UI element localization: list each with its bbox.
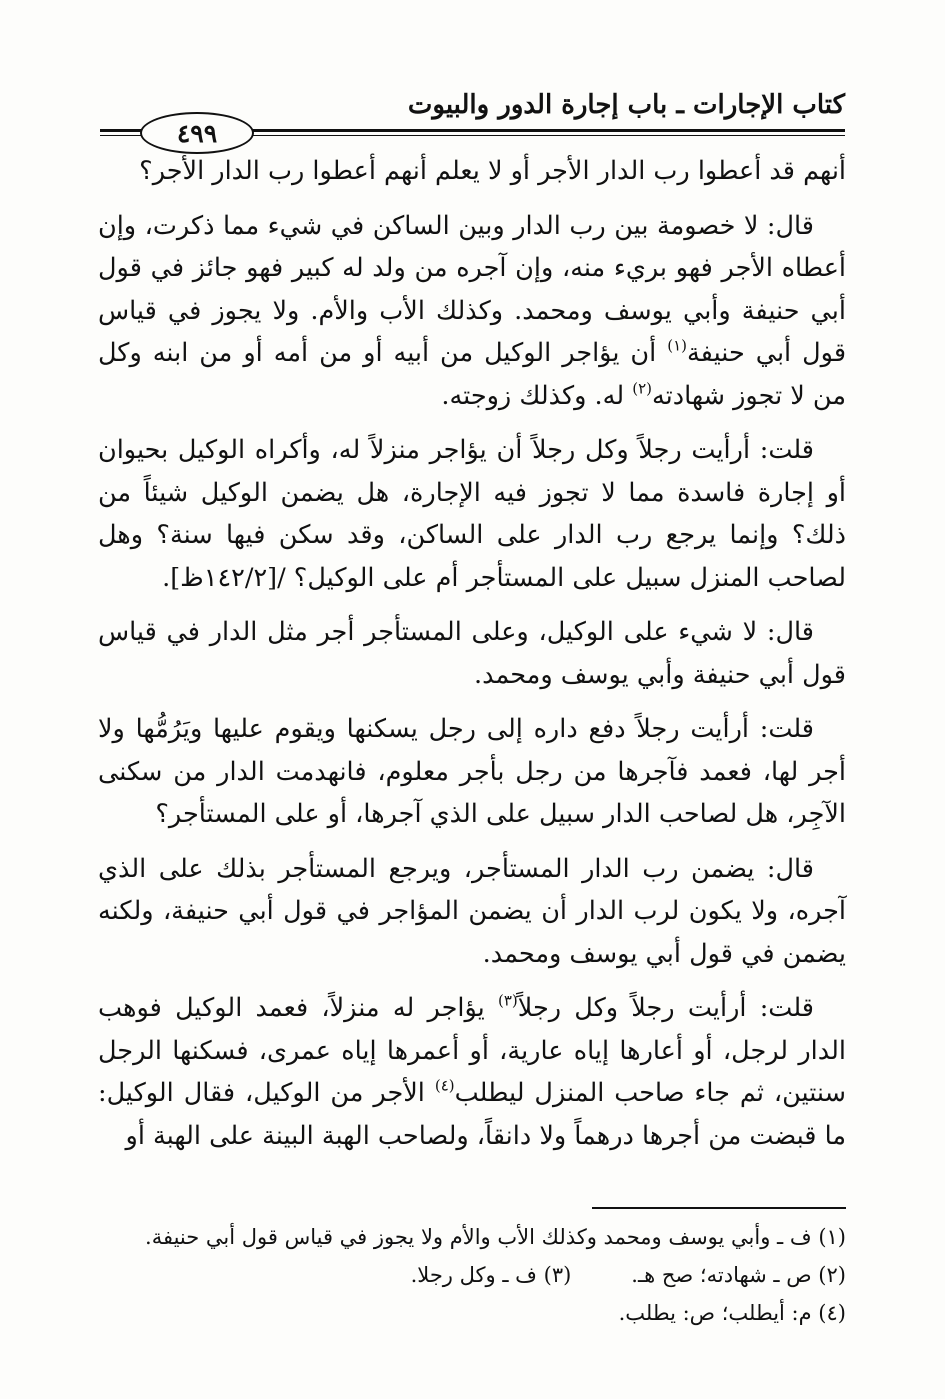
page-number-badge bbox=[140, 112, 254, 154]
paragraph-4 bbox=[98, 611, 846, 696]
paragraph-text: أنهم قد أعطوا رب الدار الأجر أو لا يعلم أنهم أعطوا رب الدار الأجر؟ bbox=[139, 156, 846, 186]
footnote-ref-3: (٣) bbox=[497, 991, 518, 1010]
paragraph-text: قلت: أرأيت رجلاً وكل رجلاً bbox=[517, 993, 814, 1023]
paragraph-3 bbox=[98, 429, 846, 599]
main-text bbox=[98, 150, 846, 1169]
footnote-3: (٣) ف ـ وكل رجلا. bbox=[410, 1263, 572, 1287]
paragraph-7 bbox=[98, 987, 846, 1157]
paragraph-text: أن يؤاجر الوكيل من أبيه أو من أمه أو من ابنه وكل من لا تجوز شهادته bbox=[98, 338, 846, 411]
footnote-ref-4: (٤) bbox=[434, 1076, 455, 1095]
paragraph-text: له. وكذلك زوجته. bbox=[441, 380, 625, 411]
footnote-ref-1: (١) bbox=[667, 336, 687, 355]
running-title: كتاب الإجارات ـ باب إجارة الدور والبيوت bbox=[407, 90, 845, 120]
paragraph-text: قال: لا شيء على الوكيل، وعلى المستأجر أجر مثل الدار في قياس قول أبي حنيفة وأبي يوسف ومحمد. bbox=[98, 617, 846, 690]
footnote-separator bbox=[592, 1207, 846, 1209]
page-number: ٤٩٩ bbox=[176, 118, 218, 148]
paragraph-text: الأجر من الوكيل، فقال الوكيل: ما قبضت من أجرها درهماً ولا دانقاً، ولصاحب الهبة البينة على الهبة أو bbox=[98, 1078, 846, 1151]
paragraph-2 bbox=[98, 205, 846, 418]
paragraph-text: قال: يضمن رب الدار المستأجر، ويرجع المستأجر بذلك على الذي آجره، ولا يكون لرب الدار أن يضمن المؤاجر في قول أبي حنيفة، ولكنه يضمن في قول أبي يوسف ومحمد. bbox=[98, 853, 846, 969]
footnote-2: (٢) ص ـ شهادته؛ صح هـ. bbox=[631, 1263, 846, 1287]
footnotes bbox=[98, 1218, 846, 1332]
footnote-1: (١) ف ـ وأبي يوسف ومحمد وكذلك الأب والأم ولا يجوز في قياس قول أبي حنيفة. bbox=[145, 1225, 846, 1249]
page-header bbox=[100, 84, 845, 148]
footnote-row bbox=[98, 1256, 846, 1294]
paragraph-text: قلت: أرأيت رجلاً دفع داره إلى رجل يسكنها ويقوم عليها ويَرُمُّها ولا أجر لها، فعمد فآجرها من رجل بأجر معلوم، فانهدمت الدار من سكنى الآجِر، هل لصاحب الدار سبيل على الذي آجرها، أو على المستأجر؟ bbox=[98, 714, 847, 829]
paragraph-text: قال: لا خصومة بين رب الدار وبين الساكن في شيء مما ذكرت، وإن أعطاه الأجر فهو بريء منه، وإن آجره من ولد له كبير فهو جائز في قول أبي حنيفة وأبي يوسف ومحمد. وكذلك الأب والأم. ولا يجوز في قياس قول أبي حنيفة bbox=[98, 210, 847, 368]
paragraph-text: قلت: أرأيت رجلاً وكل رجلاً أن يؤاجر منزلاً له، وأكراه الوكيل بحيوان أو إجارة فاسدة مما لا تجوز فيه الإجارة، هل يضمن الوكيل شيئاً من ذلك؟ وإنما يرجع رب الدار على الساكن، وقد سكن فيها سنة؟ وهل لصاحب المنزل سبيل على المستأجر أم على الوكيل؟ /[١٤٢/٢ظ]. bbox=[98, 435, 846, 593]
paragraph-6 bbox=[98, 848, 846, 976]
footnote-ref-2: (٢) bbox=[632, 379, 652, 397]
paragraph-1 bbox=[98, 150, 846, 193]
paragraph-text: يؤاجر له منزلاً، فعمد الوكيل فوهب الدار لرجل، أو أعارها إياه عارية، أو أعمرها إياه عمرى، فسكنها الرجل سنتين، ثم جاء صاحب المنزل ليطلب bbox=[98, 993, 846, 1108]
paragraph-5 bbox=[98, 708, 846, 836]
footnote-4: (٤) م: أيطلب؛ ص: يطلب. bbox=[618, 1301, 846, 1325]
